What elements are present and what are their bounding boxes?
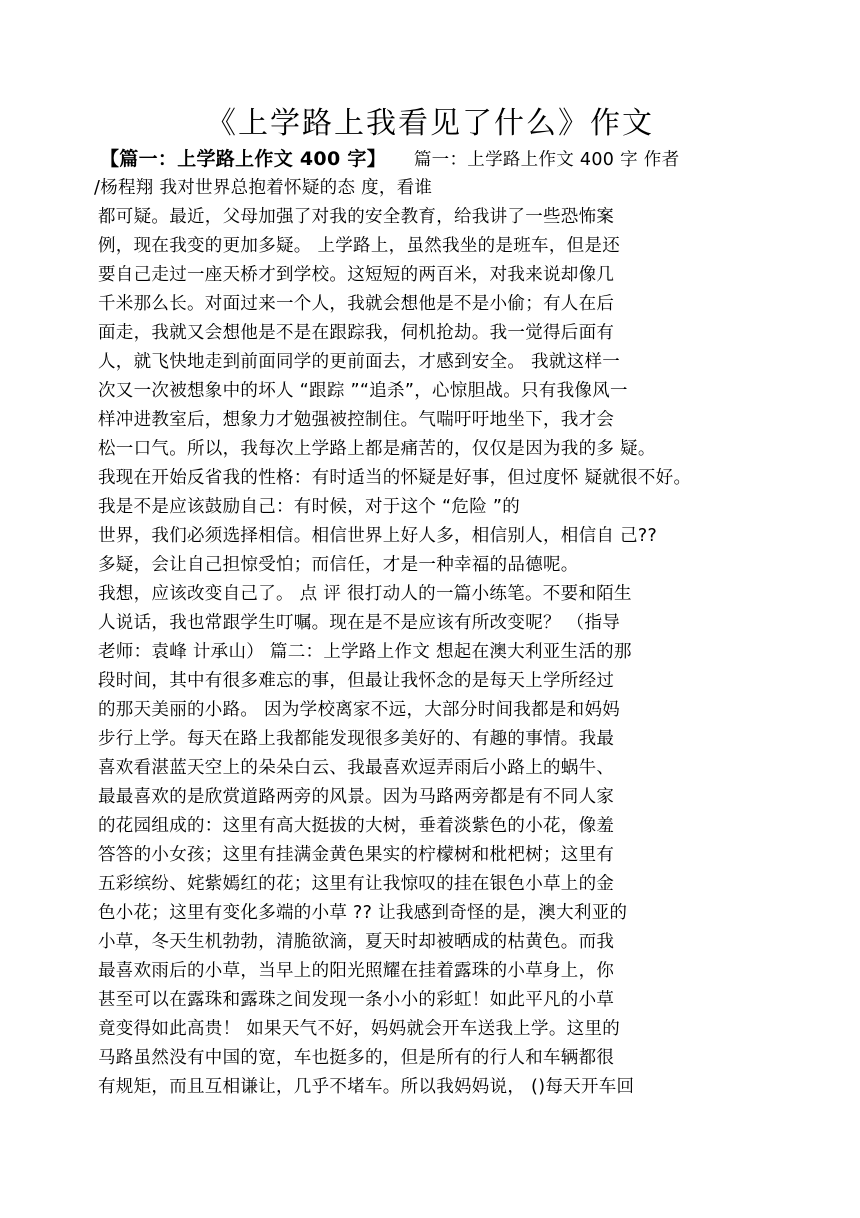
text-line-7: 面走，我就又会想他是不是在跟踪我，伺机抢劫。我一觉得后面有 — [98, 323, 615, 343]
text-line-32: 马路虽然没有中国的宽，车也挺多的，但是所有的行人和车辆都很 — [98, 1048, 615, 1068]
text-line-9: 次又一次被想象中的坏人 “跟踪 ”“追杀”，心惊胆战。只有我像风一 — [98, 381, 628, 401]
text-line-5: 要自己走过一座天桥才到学校。这短短的两百米，对我来说却像几 — [98, 265, 615, 285]
text-line-3: 都可疑。最近，父母加强了对我的安全教育，给我讲了一些恐怖案 — [98, 207, 615, 227]
text-line-10: 样冲进教室后，想象力才勉强被控制住。气喘吁吁地坐下，我才会 — [98, 410, 615, 430]
text-line-22: 喜欢看湛蓝天空上的朵朵白云、我最喜欢逗弄雨后小路上的蜗牛、 — [98, 758, 615, 778]
text-line-4: 例，现在我变的更加多疑。 上学路上，虽然我坐的是班车，但是还 — [98, 236, 621, 256]
text-line-6: 千米那么长。对面过来一个人，我就会想他是不是小偷；有人在后 — [98, 294, 615, 314]
text-line-31: 竟变得如此高贵！ 如果天气不好，妈妈就会开车送我上学。这里的 — [98, 1019, 621, 1039]
text-line-17: 人说话，我也常跟学生叮嘱。现在是不是应该有所改变呢？ （指导 — [98, 613, 621, 633]
text-line-1-body: 篇一：上学路上作文 400 字 作者 — [413, 150, 680, 170]
text-line-30: 甚至可以在露珠和露珠之间发现一条小小的彩虹！如此平凡的小草 — [98, 990, 615, 1010]
text-line-20: 的那天美丽的小路。 因为学校离家不远，大部分时间我都是和妈妈 — [98, 700, 621, 720]
text-line-27: 色小花；这里有变化多端的小草 ?? 让我感到奇怪的是，澳大利亚的 — [98, 903, 628, 923]
text-line-1 — [100, 146, 679, 173]
text-line-16: 我想，应该改变自己了。 点 评 很打动人的一篇小练笔。不要和陌生 — [98, 584, 632, 604]
text-line-14: 世界，我们必须选择相信。相信世界上好人多，相信别人，相信自 己?? — [98, 526, 658, 546]
text-line-11: 松一口气。所以，我每次上学路上都是痛苦的，仅仅是因为我的多 疑。 — [98, 439, 656, 459]
text-line-25: 答答的小女孩；这里有挂满金黄色果实的柠檬树和枇杷树；这里有 — [98, 845, 615, 865]
text-line-18: 老师：袁峰 计承山） 篇二：上学路上作文 想起在澳大利亚生活的那 — [98, 642, 632, 662]
text-line-24: 的花园组成的：这里有高大挺拔的大树，垂着淡紫色的小花，像羞 — [98, 816, 615, 836]
text-line-13: 我是不是应该鼓励自己：有时候，对于这个 “危险 ”的 — [98, 497, 521, 517]
section-heading: 【篇一：上学路上作文 400 字】 — [100, 148, 386, 170]
text-line-23: 最最喜欢的是欣赏道路两旁的风景。因为马路两旁都是有不同人家 — [98, 787, 615, 807]
text-line-8: 人，就飞快地走到前面同学的更前面去，才感到安全。 我就这样一 — [98, 352, 621, 372]
text-line-15: 多疑，会让自己担惊受怕；而信任，才是一种幸福的品德呢。 — [98, 555, 579, 575]
text-line-33: 有规矩，而且互相谦让，几乎不堵车。所以我妈妈说， ()每天开车回 — [98, 1077, 635, 1097]
text-line-21: 步行上学。每天在路上我都能发现很多美好的、有趣的事情。我最 — [98, 729, 615, 749]
text-line-2: /杨程翔 我对世界总抱着怀疑的态 度，看谁 — [94, 178, 433, 198]
text-line-26: 五彩缤纷、姹紫嫣红的花；这里有让我惊叹的挂在银色小草上的金 — [98, 874, 615, 894]
text-line-19: 段时间，其中有很多难忘的事，但最让我怀念的是每天上学所经过 — [98, 671, 615, 691]
document-title: 《上学路上我看见了什么》作文 — [206, 106, 654, 141]
text-line-29: 最喜欢雨后的小草，当早上的阳光照耀在挂着露珠的小草身上，你 — [98, 961, 615, 981]
text-line-28: 小草，冬天生机勃勃，清脆欲滴，夏天时却被晒成的枯黄色。而我 — [98, 932, 615, 952]
text-line-12: 我现在开始反省我的性格：有时适当的怀疑是好事，但过度怀 疑就很不好。 — [98, 468, 692, 488]
